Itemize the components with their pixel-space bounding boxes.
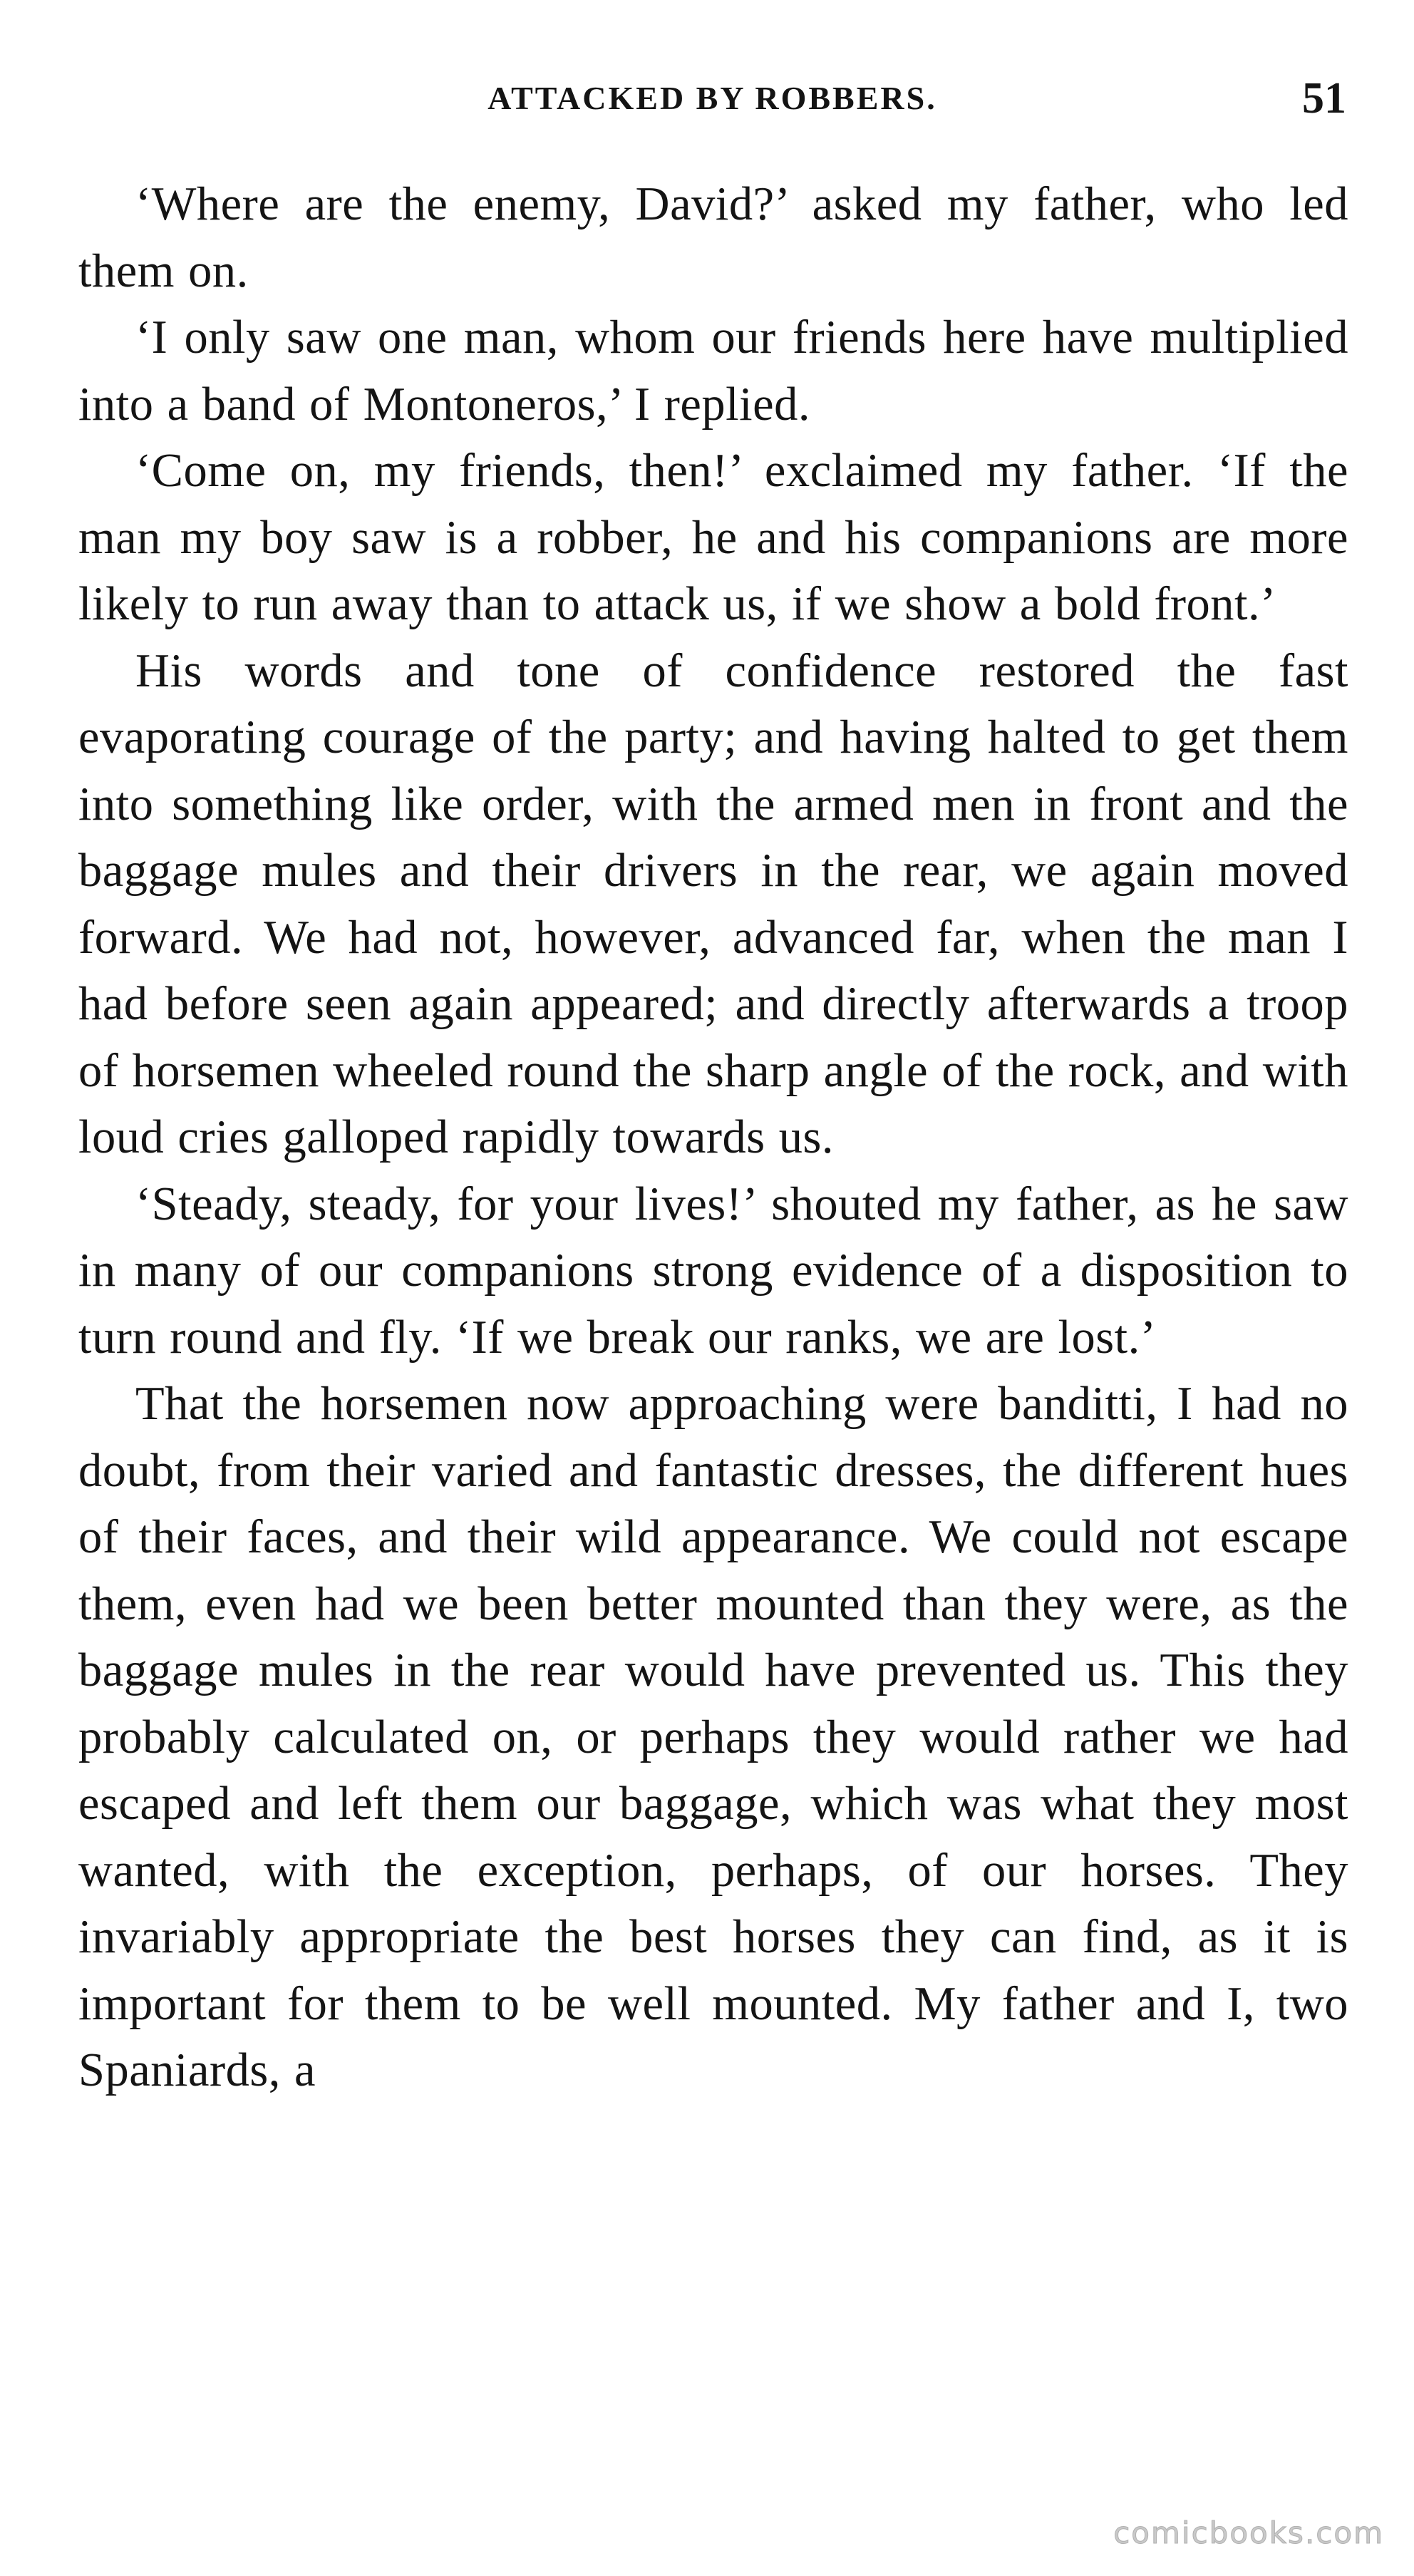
paragraph: ‘Where are the enemy, David?’ asked my father, who led them on. [78, 178, 1348, 297]
page-number: 51 [1302, 74, 1346, 123]
watermark: comicbooks.com [1113, 2515, 1384, 2550]
running-head: ATTACKED BY ROBBERS. [487, 80, 937, 116]
paragraph: ‘I only saw one man, whom our friends here have multiplied into a band of Montoneros,’ I replied. [78, 311, 1348, 431]
body-text [78, 171, 1348, 2104]
paragraph: His words and tone of confidence restored the fast evaporating courage of the party; and having halted to get them into something like order, with the armed men in front and the baggage mules and their drivers in the rear, we again moved forward. We had not, however, advanced far, when the man I had before seen again appeared; and directly afterwards a troop of horsemen wheeled round the sharp angle of the rock, and with loud cries galloped rapidly towards us. [78, 644, 1348, 1163]
page-header [78, 70, 1346, 127]
paragraph: ‘Come on, my friends, then!’ exclaimed my father. ‘If the man my boy saw is a robber, he and his companions are more likely to run away than to attack us, if we show a bold front.’ [78, 445, 1348, 630]
paragraph: That the horsemen now approaching were banditti, I had no doubt, from their varied and fantastic dresses, the different hues of their faces, and their wild appearance. We could not escape them, even had we been better mounted than they were, as the baggage mules in the rear would have prevented us. This they probably calculated on, or perhaps they would rather we had escaped and left them our baggage, which was what they most wanted, with the exception, perhaps, of our horses. They invariably appropriate the best horses they can find, as it is important for them to be well mounted. My father and I, two Spaniards, a [78, 1378, 1348, 2096]
paragraph: ‘Steady, steady, for your lives!’ shouted my father, as he saw in many of our companions strong evidence of a disposition to turn round and fly. ‘If we break our ranks, we are lost.’ [78, 1178, 1348, 1364]
